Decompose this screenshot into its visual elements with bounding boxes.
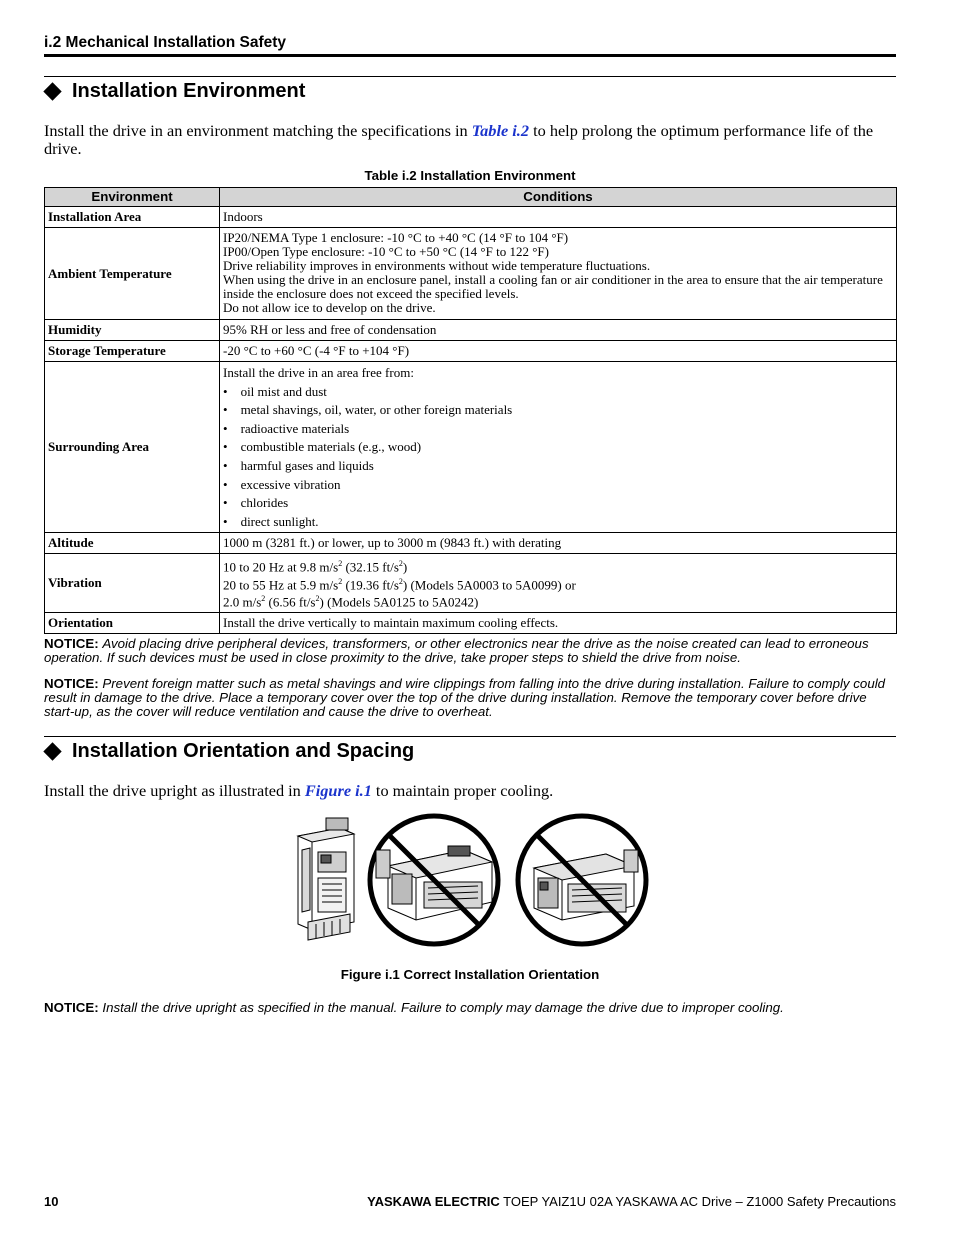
- section-title: Installation Orientation and Spacing: [72, 740, 415, 762]
- table-row: [45, 341, 897, 362]
- notice-label: NOTICE:: [44, 1000, 99, 1015]
- list-item: [223, 476, 893, 495]
- vibration-line: [223, 557, 893, 574]
- ambient-line: Drive reliability improves in environments without wide temperature fluctuations.: [223, 258, 651, 273]
- row-label: Installation Area: [45, 207, 220, 228]
- vibration-text: 20 to 55 Hz at 5.9 m/s: [223, 577, 339, 592]
- row-value: Install the drive vertically to maintain maximum cooling effects.: [220, 613, 897, 634]
- row-value: 95% RH or less and free of condensation: [220, 320, 897, 341]
- drive-sideways-prohibited: [518, 816, 646, 944]
- notice-text: Avoid placing drive peripheral devices, transformers, or other electronics near the drive as the noise created can lead to erroneous operation. If such devices must be used in close proximity to the drive, take proper steps to shield the drive from noise.: [44, 636, 869, 665]
- footer-doc-title: [367, 1194, 896, 1209]
- section-rule: [44, 76, 896, 77]
- surrounding-intro: Install the drive in an area free from:: [223, 365, 414, 380]
- table-row: [45, 533, 897, 554]
- drive-horizontal-prohibited: [370, 816, 498, 944]
- superscript: 2: [398, 559, 403, 569]
- list-item-text: oil mist and dust: [240, 383, 327, 399]
- section-heading-orientation-spacing: [44, 740, 414, 763]
- notice-text: Prevent foreign matter such as metal shavings and wire clippings from falling into the drive during installation. Failure to comply could result in damage to the drive. Place a temporary cover over the top of the drive during installation. Remove the temporary cover before drive start-up, as the cover will reduce ventilation and cause the drive to overheat.: [44, 676, 886, 719]
- list-item-text: radioactive materials: [240, 420, 350, 436]
- superscript: 2: [315, 594, 320, 603]
- figure-caption: Figure i.1 Correct Installation Orientation: [340, 967, 600, 982]
- list-item-text: chlorides: [240, 495, 289, 511]
- list-item-text: direct sunlight.: [240, 513, 319, 529]
- intro-paragraph: [44, 122, 896, 158]
- column-header-conditions: Conditions: [220, 188, 897, 207]
- drive-upright-illustration: [298, 818, 354, 940]
- list-item-text: combustible materials (e.g., wood): [240, 439, 422, 455]
- ambient-line: When using the drive in an enclosure panel, install a cooling fan or air conditioner in the area to ensure that the air temperature inside the enclosure does not exceed the specified levels.: [223, 272, 883, 301]
- bullet-glyph: •: [223, 420, 228, 436]
- column-header-environment: Environment: [45, 188, 220, 207]
- intro-text-end: to maintain proper cooling.: [371, 781, 554, 800]
- list-item-text: excessive vibration: [240, 476, 341, 492]
- notice-label: NOTICE:: [44, 676, 99, 691]
- list-item: [223, 494, 893, 513]
- vibration-text: 2.0 m/s: [223, 594, 262, 610]
- list-item: [223, 420, 893, 439]
- installation-environment-table: [44, 187, 897, 634]
- table-link[interactable]: Table i.2: [471, 121, 530, 140]
- row-label: Vibration: [45, 554, 220, 613]
- orientation-figure: [288, 810, 652, 952]
- vibration-line: [223, 575, 893, 592]
- vibration-line: [223, 592, 893, 609]
- bullet-glyph: •: [223, 476, 228, 492]
- table-row: [45, 207, 897, 228]
- notice-noise: [44, 637, 896, 665]
- row-label: Orientation: [45, 613, 220, 634]
- table-caption: Table i.2 Installation Environment: [364, 168, 576, 183]
- list-item: [223, 401, 893, 420]
- vibration-text: ) (Models 5A0003 to 5A0099) or: [402, 577, 576, 592]
- ambient-line: IP20/NEMA Type 1 enclosure: -10 °C to +40 °C (14 °F to 104 °F): [223, 230, 569, 245]
- vibration-text: (6.56 ft/s: [265, 594, 316, 610]
- superscript: 2: [338, 559, 343, 569]
- list-item-text: harmful gases and liquids: [240, 457, 374, 473]
- diamond-bullet-icon: [43, 82, 61, 100]
- table-row: [45, 320, 897, 341]
- row-value: 1000 m (3281 ft.) or lower, up to 3000 m (9843 ft.) with derating: [220, 533, 897, 554]
- header-rule: [44, 54, 896, 57]
- table-header-row: [45, 188, 897, 207]
- row-value: [220, 362, 897, 533]
- intro-text: Install the drive in an environment matching the specifications in: [44, 121, 472, 140]
- list-item: [223, 438, 893, 457]
- row-label: Surrounding Area: [45, 362, 220, 533]
- bullet-glyph: •: [223, 383, 228, 399]
- superscript: 2: [261, 594, 266, 603]
- superscript: 2: [338, 576, 343, 586]
- page-section-header: i.2 Mechanical Installation Safety: [44, 34, 287, 51]
- intro-text-end: to help prolong the optimum performance life of the drive.: [44, 121, 874, 158]
- diamond-bullet-icon: [43, 742, 61, 760]
- row-value: [220, 228, 897, 320]
- list-item-text: metal shavings, oil, water, or other foreign materials: [240, 402, 513, 418]
- row-label: Altitude: [45, 533, 220, 554]
- vibration-text: (19.36 ft/s: [342, 577, 399, 592]
- table-row: [45, 228, 897, 320]
- footer-doc: TOEP YAIZ1U 02A YASKAWA AC Drive – Z1000 Safety Precautions: [499, 1194, 896, 1209]
- list-item: [223, 457, 893, 476]
- row-value: [220, 554, 897, 613]
- figure-link[interactable]: Figure i.1: [304, 781, 372, 800]
- notice-foreign-matter: [44, 677, 896, 719]
- row-value: -20 °C to +60 °C (-4 °F to +104 °F): [220, 341, 897, 362]
- table-row: [45, 362, 897, 533]
- table-row: [45, 554, 897, 613]
- row-label: Humidity: [45, 320, 220, 341]
- row-value: Indoors: [220, 207, 897, 228]
- ambient-line: Do not allow ice to develop on the drive.: [223, 300, 436, 315]
- superscript: 2: [398, 576, 403, 586]
- bullet-glyph: •: [223, 457, 228, 473]
- row-label: Storage Temperature: [45, 341, 220, 362]
- vibration-text: (32.15 ft/s: [342, 559, 399, 575]
- table-row: [45, 613, 897, 634]
- vibration-text: ): [402, 559, 408, 575]
- section-title: Installation Environment: [72, 80, 306, 102]
- orientation-paragraph: [44, 782, 896, 800]
- footer-brand: YASKAWA ELECTRIC: [367, 1194, 500, 1209]
- section-rule: [44, 736, 896, 737]
- notice-label: NOTICE:: [44, 636, 99, 651]
- vibration-text: ) (Models 5A0125 to 5A0242): [319, 594, 479, 610]
- vibration-text: 10 to 20 Hz at 9.8 m/s: [223, 559, 339, 575]
- bullet-glyph: •: [223, 402, 228, 418]
- bullet-glyph: •: [223, 495, 228, 511]
- bullet-glyph: •: [223, 439, 228, 455]
- row-label: Ambient Temperature: [45, 228, 220, 320]
- bullet-glyph: •: [223, 513, 228, 529]
- notice-upright: [44, 1001, 896, 1015]
- section-heading-installation-environment: [44, 80, 305, 103]
- intro-text: Install the drive upright as illustrated in: [44, 781, 305, 800]
- notice-text: Install the drive upright as specified in the manual. Failure to comply may damage the drive due to improper cooling.: [102, 1000, 784, 1015]
- page-number: 10: [44, 1194, 59, 1209]
- list-item: [223, 513, 893, 532]
- ambient-line: IP00/Open Type enclosure: -10 °C to +50 °C (14 °F to 122 °F): [223, 244, 549, 259]
- list-item: [223, 383, 893, 402]
